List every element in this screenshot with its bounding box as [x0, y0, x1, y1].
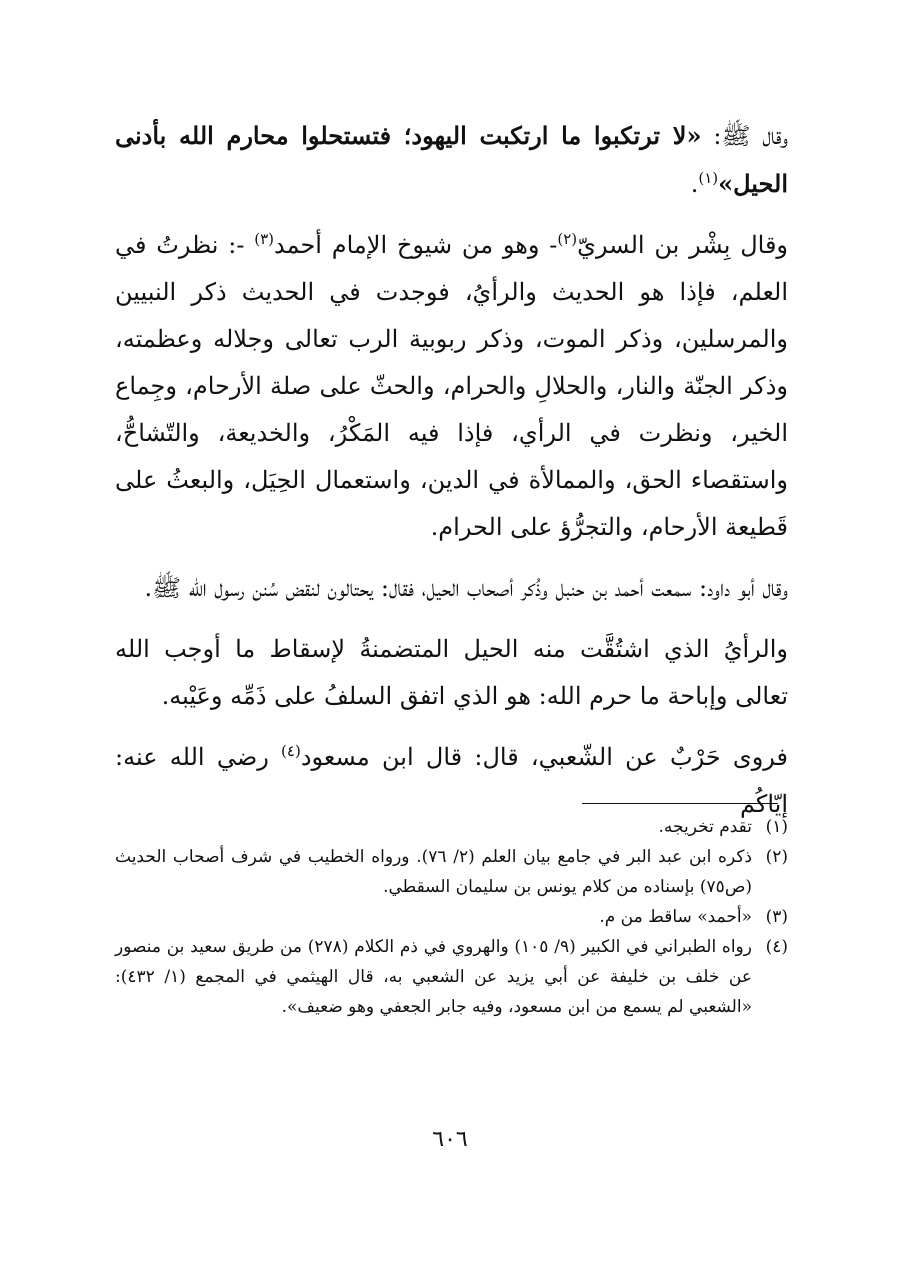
footnotes [115, 812, 788, 1022]
footnote-ref-4: (٤) [281, 742, 301, 760]
paragraph-3: وقال أبو داود: سمعت أحمد بن حنبل وذُكر أصحاب الحيل، فقال: يحتالون لنقض سُنن رسول الله ﷺ. [144, 574, 788, 602]
footnote-number: (٤) [765, 937, 788, 957]
footnote-1 [115, 812, 788, 842]
footnote-number: (٣) [765, 907, 788, 927]
paragraph-5-part-1: فروى حَرْبٌ عن الشّعبي، قال: قال ابن مسعود [300, 743, 788, 771]
paragraph-2-part-1: وقال بِشْر بن السريّ [577, 231, 789, 259]
footnote-ref-1: (١) [698, 169, 719, 187]
paragraph-2-part-3: -: نظرتُ في العلم، فإذا هو الحديث والرأيُ، فوجدت في الحديث ذكر النبيين والمرسلين، وذكر الموت، وذكر ربوبية الرب تعالى وجلاله وعظمته، وذكر الجنّة والنار، والحلالِ والحرام، والحثّ على صلة الأرحام، وجِماع الخير، ونظرت في الرأي، فإذا فيه المَكْرُ، والخديعة، والتّشاحُّ، واستقصاء الحق، والممالأة في الدين، واستعمال الحِيَل، والبعثُ على قَطيعة الأرحام، والتجرُّؤ على الحرام. [115, 231, 788, 541]
main-text [115, 112, 788, 842]
footnote-4 [115, 932, 788, 1022]
footnote-text: رواه الطبراني في الكبير (٩/ ١٠٥) والهروي في ذم الكلام (٢٧٨) من طريق سعيد بن منصور عن خلف بن خليفة عن أبي يزيد عن الشعبي به، قال الهيثمي في المجمع (١/ ٤٣٢): «الشعبي لم يسمع من ابن مسعود، وفيه جابر الجعفي وهو ضعيف». [115, 937, 752, 1017]
footnote-text: «أحمد» ساقط من م. [599, 907, 752, 927]
hadith-quote: «لا ترتكبوا ما ارتكبت اليهود؛ فتستحلوا محارم الله بأدنى الحيل» [115, 121, 788, 198]
footnote-divider [582, 803, 778, 804]
paragraph-4: والرأيُ الذي اشتُقَّت منه الحيل المتضمنةُ لإسقاط ما أوجب الله تعالى وإباحة ما حرم الله: هو الذي اتفق السلفُ على ذَمِّه وعَيْبه. [115, 635, 788, 710]
paragraph-1 [115, 112, 788, 208]
footnote-ref-2: (٢) [557, 230, 578, 248]
footnote-number: (١) [765, 817, 788, 837]
paragraph-2 [115, 222, 788, 551]
footnote-number: (٢) [765, 847, 788, 867]
paragraph-5-part-2: رضي الله عنه: إيّاكُم [115, 743, 788, 818]
footnote-ref-3: (٣) [254, 230, 274, 248]
footnote-text: ذكره ابن عبد البر في جامع بيان العلم (٢/ ٧٦). ورواه الخطيب في شرف أصحاب الحديث (ص٧٥) بإسناده من كلام يونس بن سليمان السقطي. [115, 847, 752, 897]
paragraph-2-part-2: - وهو من شيوخ الإمام أحمد [274, 231, 558, 259]
page-number: ٦٠٦ [432, 1127, 468, 1152]
footnote-2 [115, 842, 788, 902]
paragraph-1-lead: وقال ﷺ: [701, 122, 788, 150]
footnote-3 [115, 902, 788, 932]
paragraph-1-tail: . [690, 170, 699, 198]
footnote-text: تقدم تخريجه. [658, 817, 752, 837]
